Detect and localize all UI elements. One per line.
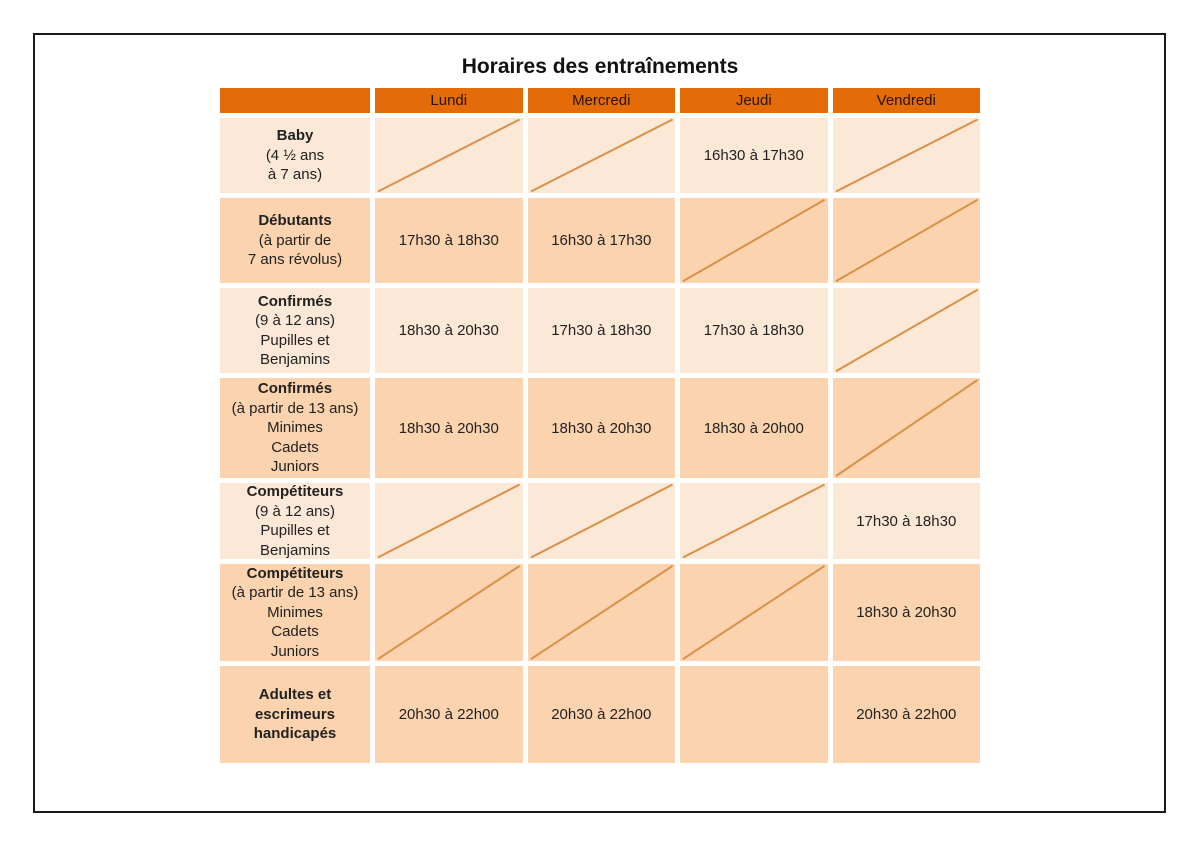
- header-corner-cell: [220, 88, 370, 113]
- row-label-cell: [220, 483, 370, 559]
- header-day-jeudi: Jeudi: [680, 88, 828, 113]
- time-cell: 18h30 à 20h30: [528, 378, 676, 478]
- time-cell: 20h30 à 22h00: [528, 666, 676, 763]
- row-label-line: (à partir de: [258, 231, 332, 249]
- row-label-line: Pupilles et: [260, 331, 330, 349]
- crossed-cell: [375, 564, 523, 661]
- diagonal-slash-icon: [528, 118, 676, 193]
- crossed-cell: [680, 198, 828, 283]
- row-label-line: (4 ½ ans: [265, 146, 325, 164]
- row-label-line: Minimes: [267, 419, 323, 437]
- crossed-cell: [833, 118, 981, 193]
- diagonal-slash-icon: [680, 198, 828, 283]
- row-label-line: Juniors: [270, 458, 320, 476]
- diagonal-slash-icon: [833, 198, 981, 283]
- time-cell: 17h30 à 18h30: [680, 288, 828, 373]
- diagonal-slash-icon: [680, 564, 828, 661]
- time-cell: 17h30 à 18h30: [528, 288, 676, 373]
- diagonal-slash-icon: [375, 483, 523, 559]
- time-cell: 18h30 à 20h30: [833, 564, 981, 661]
- diagonal-slash-icon: [833, 288, 981, 373]
- header-day-mercredi: Mercredi: [528, 88, 676, 113]
- diagonal-slash-icon: [833, 378, 981, 478]
- crossed-cell: [528, 118, 676, 193]
- row-label-line: (à partir de 13 ans): [231, 584, 359, 602]
- crossed-cell: [833, 378, 981, 478]
- row-label-line: Compétiteurs: [246, 483, 344, 500]
- diagonal-slash-icon: [375, 564, 523, 661]
- diagonal-slash-icon: [528, 564, 676, 661]
- row-label-line: Compétiteurs: [246, 564, 344, 582]
- row-label-line: (9 à 12 ans): [254, 502, 336, 520]
- crossed-cell: [833, 288, 981, 373]
- time-cell: 18h30 à 20h30: [375, 288, 523, 373]
- document-page: [33, 33, 1166, 813]
- row-label-line: Confirmés: [257, 380, 333, 398]
- row-label-line: (9 à 12 ans): [254, 312, 336, 329]
- row-label-line: (à partir de 13 ans): [231, 399, 359, 417]
- header-day-vendredi: Vendredi: [833, 88, 981, 113]
- row-label-cell: [220, 378, 370, 478]
- row-label-line: Adultes et: [258, 686, 332, 704]
- time-cell: 16h30 à 17h30: [680, 118, 828, 193]
- time-cell: 17h30 à 18h30: [833, 483, 981, 559]
- time-cell: 18h30 à 20h30: [375, 378, 523, 478]
- row-label-line: Juniors: [270, 642, 320, 660]
- diagonal-slash-icon: [833, 118, 981, 193]
- row-label-line: Benjamins: [259, 351, 331, 368]
- time-cell: 20h30 à 22h00: [375, 666, 523, 763]
- crossed-cell: [833, 198, 981, 283]
- row-label-line: Pupilles et: [260, 522, 330, 539]
- schedule-table: [220, 88, 980, 763]
- row-label-line: escrimeurs: [254, 705, 336, 723]
- time-cell: 18h30 à 20h00: [680, 378, 828, 478]
- row-label-line: Baby: [276, 127, 314, 145]
- page-title: Horaires des entraînements: [461, 55, 739, 78]
- row-label-cell: [220, 198, 370, 283]
- row-label-line: Cadets: [271, 438, 319, 456]
- time-cell: 16h30 à 17h30: [528, 198, 676, 283]
- header-day-lundi: Lundi: [375, 88, 523, 113]
- row-label-line: à 7 ans): [267, 166, 323, 184]
- crossed-cell: [528, 483, 676, 559]
- time-cell: 20h30 à 22h00: [833, 666, 981, 763]
- crossed-cell: [680, 564, 828, 661]
- crossed-cell: [528, 564, 676, 661]
- row-label-line: Confirmés: [257, 292, 333, 310]
- crossed-cell: [680, 483, 828, 559]
- row-label-line: Cadets: [271, 623, 319, 641]
- diagonal-slash-icon: [680, 483, 828, 559]
- row-label-line: 7 ans révolus): [247, 251, 343, 269]
- crossed-cell: [375, 483, 523, 559]
- empty-cell: [680, 666, 828, 763]
- row-label-line: Benjamins: [259, 541, 331, 559]
- row-label-cell: [220, 118, 370, 193]
- row-label-line: handicapés: [253, 725, 337, 743]
- diagonal-slash-icon: [528, 483, 676, 559]
- row-label-cell: [220, 564, 370, 661]
- row-label-cell: [220, 666, 370, 763]
- diagonal-slash-icon: [375, 118, 523, 193]
- crossed-cell: [375, 118, 523, 193]
- row-label-line: Débutants: [258, 212, 332, 230]
- row-label-line: Minimes: [267, 603, 323, 621]
- row-label-cell: [220, 288, 370, 373]
- time-cell: 17h30 à 18h30: [375, 198, 523, 283]
